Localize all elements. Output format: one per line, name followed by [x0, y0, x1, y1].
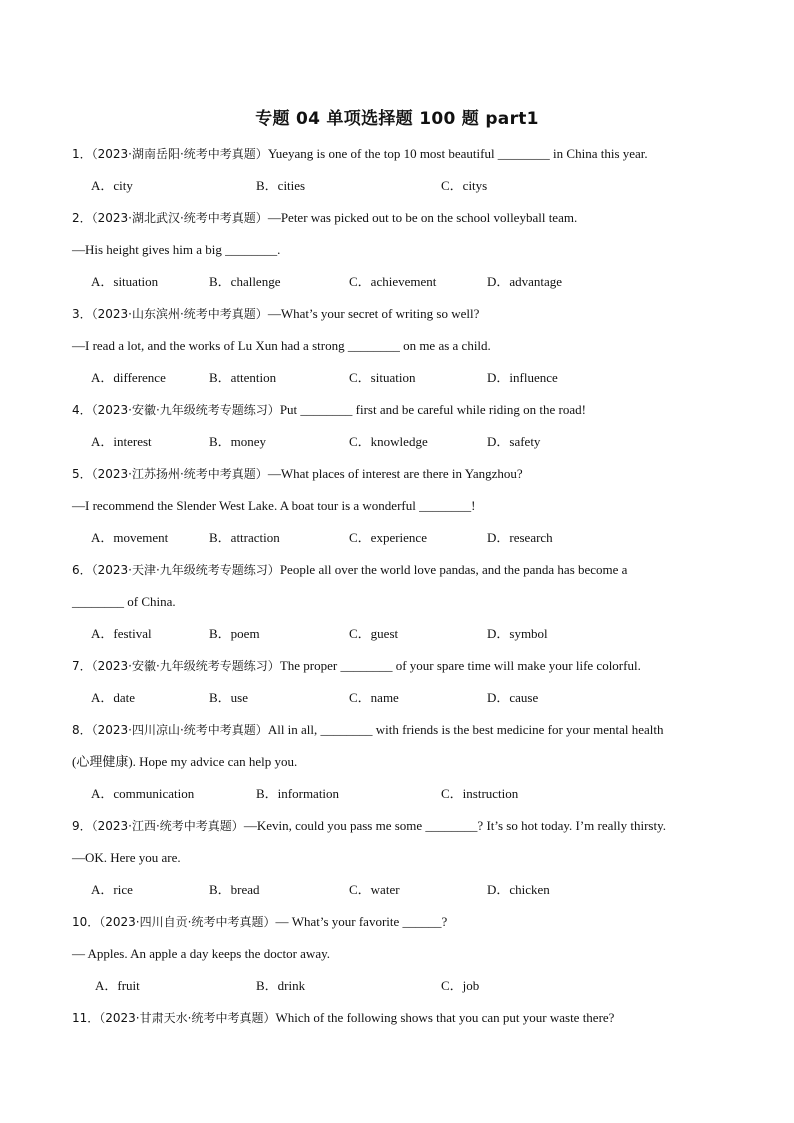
page-title: 专题 04 单项选择题 100 题 part1 [255, 109, 539, 129]
question-text: —Peter was picked out to be on the school volleyball team. [267, 210, 578, 225]
question-stem [72, 466, 523, 482]
question-stem [72, 658, 641, 674]
question-source: 8．（2023·四川凉山·统考中考真题） [72, 723, 268, 737]
answer-option-a: A．interest [91, 434, 152, 449]
answer-option-a: A．rice [91, 882, 133, 897]
question-stem [72, 914, 447, 930]
answer-option-c: C．name [349, 690, 399, 705]
answer-option-c: C．job [441, 978, 480, 993]
answer-option-a: A．city [91, 178, 133, 193]
answer-option-d: D．safety [487, 434, 541, 449]
question-text: —Kevin, could you pass me some ________? It’s so hot today. I’m really thirsty. [243, 818, 667, 833]
answer-option-b: B．drink [256, 978, 306, 993]
question-text: ________ of China. [72, 594, 176, 609]
answer-option-c: C．guest [349, 626, 399, 641]
answer-option-a: A．date [91, 690, 136, 705]
question-dialogue-line [72, 242, 280, 258]
answer-option-a: A．situation [91, 274, 159, 289]
answer-option-b: B．poem [209, 626, 260, 641]
answer-option-a: A．festival [91, 626, 152, 641]
question-text: —I read a lot, and the works of Lu Xun had a strong ________ on me as a child. [72, 338, 491, 353]
question-text: — What’s your favorite ______? [275, 914, 448, 929]
question-source: 2．（2023·湖北武汉·统考中考真题） [72, 211, 268, 225]
question-text: —I recommend the Slender West Lake. A boat tour is a wonderful ________! [72, 498, 476, 513]
question-source: 9．（2023·江西·统考中考真题） [72, 819, 244, 833]
question-source: 11．（2023·甘肃天水·统考中考真题） [72, 1011, 276, 1025]
question-stem [72, 402, 586, 418]
answer-option-d: D．influence [487, 370, 558, 385]
question-stem [72, 1010, 614, 1026]
question-source: 6．（2023·天津·九年级统考专题练习） [72, 563, 280, 577]
question-dialogue-line [72, 850, 181, 866]
answer-option-a: A．communication [91, 786, 195, 801]
question-stem [72, 722, 664, 738]
answer-option-c: C．experience [349, 530, 427, 545]
question-stem [72, 306, 479, 322]
answer-option-c: C．instruction [441, 786, 519, 801]
question-text: — Apples. An apple a day keeps the doctor away. [72, 946, 331, 961]
question-text: People all over the world love pandas, and the panda has become a [279, 562, 628, 577]
question-text: Yueyang is one of the top 10 most beautiful ________ in China this year. [267, 146, 648, 161]
question-text: Which of the following shows that you can put your waste there? [275, 1010, 615, 1025]
question-text: —What’s your secret of writing so well? [267, 306, 480, 321]
answer-option-c: C．achievement [349, 274, 437, 289]
question-dialogue-line [72, 338, 491, 354]
question-stem [72, 210, 577, 226]
question-source: 7．（2023·安徽·九年级统考专题练习） [72, 659, 280, 673]
question-source: 10．（2023·四川自贡·统考中考真题） [72, 915, 276, 929]
answer-option-b: B．challenge [209, 274, 281, 289]
question-source: 1．（2023·湖南岳阳·统考中考真题） [72, 147, 268, 161]
question-source: 5．（2023·江苏扬州·统考中考真题） [72, 467, 268, 481]
question-dialogue-line [72, 498, 475, 514]
question-dialogue-line [72, 754, 297, 770]
answer-option-b: B．information [256, 786, 340, 801]
answer-option-a: A．fruit [95, 978, 140, 993]
question-stem [72, 562, 627, 578]
answer-option-c: C．citys [441, 178, 488, 193]
question-stem [72, 146, 648, 162]
question-dialogue-line [72, 946, 330, 962]
answer-option-b: B．cities [256, 178, 306, 193]
question-text: —His height gives him a big ________. [72, 242, 281, 257]
answer-option-b: B．money [209, 434, 267, 449]
question-source: 4．（2023·安徽·九年级统考专题练习） [72, 403, 280, 417]
answer-option-a: A．movement [91, 530, 169, 545]
question-text: (心理健康). Hope my advice can help you. [72, 754, 298, 769]
question-dialogue-line [72, 594, 176, 610]
answer-option-b: B．use [209, 690, 249, 705]
question-text: —What places of interest are there in Yangzhou? [267, 466, 523, 481]
answer-option-b: B．attention [209, 370, 277, 385]
answer-option-d: D．research [487, 530, 553, 545]
question-stem [72, 818, 666, 834]
answer-option-c: C．knowledge [349, 434, 428, 449]
answer-option-d: D．symbol [487, 626, 548, 641]
answer-option-d: D．advantage [487, 274, 563, 289]
question-text: Put ________ first and be careful while riding on the road! [279, 402, 586, 417]
answer-option-b: B．attraction [209, 530, 280, 545]
question-text: All in all, ________ with friends is the best medicine for your mental health [267, 722, 664, 737]
question-text: —OK. Here you are. [72, 850, 181, 865]
question-source: 3．（2023·山东滨州·统考中考真题） [72, 307, 268, 321]
answer-option-d: D．chicken [487, 882, 550, 897]
answer-option-d: D．cause [487, 690, 539, 705]
question-text: The proper ________ of your spare time will make your life colorful. [279, 658, 641, 673]
answer-option-c: C．situation [349, 370, 416, 385]
answer-option-c: C．water [349, 882, 400, 897]
answer-option-b: B．bread [209, 882, 260, 897]
answer-option-a: A．difference [91, 370, 166, 385]
